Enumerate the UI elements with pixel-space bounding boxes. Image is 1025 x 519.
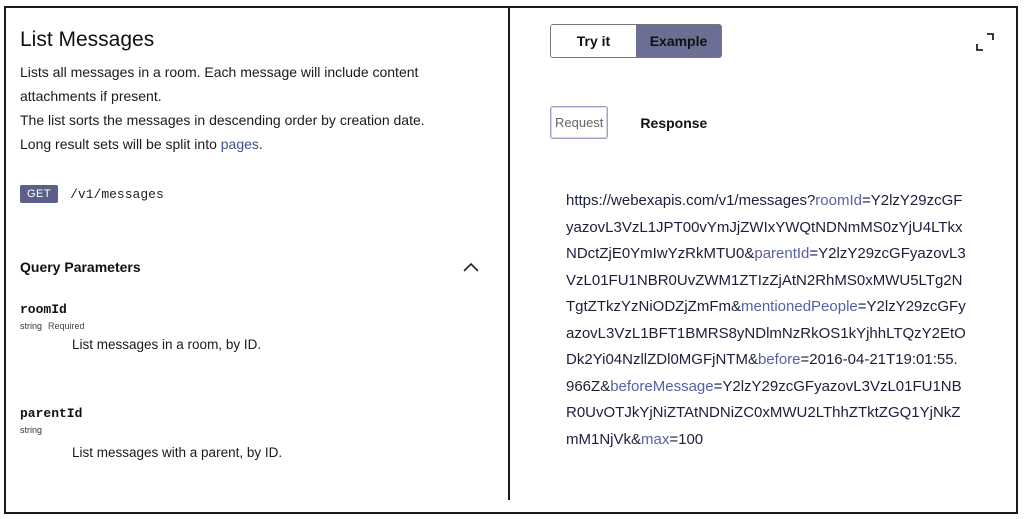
param-meta <box>20 321 261 331</box>
url-param-value: =Y2lzY29zcGFyazovL3VzL1JPT00vYmJjZWIxYWQtNDNmMS0zYjU4LTkxNDctZjE0YmIwYzRkMTU0& <box>566 192 963 262</box>
param-type: string <box>20 425 43 435</box>
url-param-key: beforeMessage <box>610 377 714 395</box>
http-method-badge: GET <box>20 185 58 203</box>
param-roomid <box>20 302 261 352</box>
mode-toggle <box>550 24 722 58</box>
param-parentid <box>20 406 282 460</box>
try-it-tab[interactable]: Try it <box>551 25 636 57</box>
url-param-value: =100 <box>669 430 704 448</box>
expand-icon[interactable] <box>975 32 995 52</box>
param-meta <box>20 425 282 435</box>
endpoint <box>20 185 164 203</box>
example-request-url <box>566 188 966 453</box>
left-panel <box>20 28 490 156</box>
url-param-value: =Y2lzY29zcGFyazovL3VzL01FU1NBR0UvZWM1ZTIzZjAtN2RhMS0xMWU5LTg2NTgtZTkzYzNiODZjZmFm& <box>566 245 966 315</box>
chevron-up-icon[interactable] <box>462 258 480 276</box>
desc-line-4-prefix: Long result sets will be split into <box>20 136 221 152</box>
url-param-key: before <box>757 351 801 368</box>
page-title: List Messages <box>20 28 155 51</box>
endpoint-path: /v1/messages <box>70 186 164 202</box>
url-param-key: parentId <box>754 245 810 262</box>
query-parameters-title: Query Parameters <box>20 259 141 275</box>
desc-line-3: The list sorts the messages in descending order by creation date. <box>20 112 425 128</box>
desc-line-2: attachments if present. <box>20 88 162 104</box>
example-tab[interactable]: Example <box>636 25 721 57</box>
desc-line-4 <box>20 132 490 156</box>
param-type: string <box>20 321 43 331</box>
param-description: List messages with a parent, by ID. <box>72 445 283 460</box>
url-param-key: max <box>641 430 670 448</box>
url-param-key: mentionedPeople <box>740 298 858 315</box>
param-name: parentId <box>20 406 83 421</box>
param-required: Required <box>48 321 85 331</box>
query-parameters-header[interactable] <box>20 258 480 276</box>
request-response-tabs <box>550 106 707 139</box>
url-param-value: =Y2lzY29zcGFyazovL3VzL1BFT1BMRS8yNDlmNzRkOS1kYjhhLTQzY2EtODk2Yi04NzllZDl0MGFjNTM& <box>566 298 966 368</box>
request-tab[interactable]: Request <box>550 106 608 139</box>
url-param-key: roomId <box>815 192 862 209</box>
panel-divider <box>508 8 510 500</box>
param-description: List messages in a room, by ID. <box>72 337 262 352</box>
url-param-value: =2016-04-21T19:01:55.966Z& <box>566 351 958 395</box>
desc-line-4-suffix: . <box>258 136 263 152</box>
response-tab[interactable]: Response <box>640 114 708 131</box>
param-name: roomId <box>20 302 67 317</box>
url-param-value: =Y2lzY29zcGFyazovL3VzL01FU1NBR0UvOTJkYjNiZTAtNDNiZC0xMWU2LThhZTktZGQ1YjNkZmM1NjVk& <box>566 377 962 448</box>
description <box>20 60 490 156</box>
url-base: https://webexapis.com/v1/messages? <box>566 192 816 209</box>
desc-line-1: Lists all messages in a room. Each message will include content <box>20 64 419 80</box>
pages-link[interactable]: pages <box>220 136 259 152</box>
